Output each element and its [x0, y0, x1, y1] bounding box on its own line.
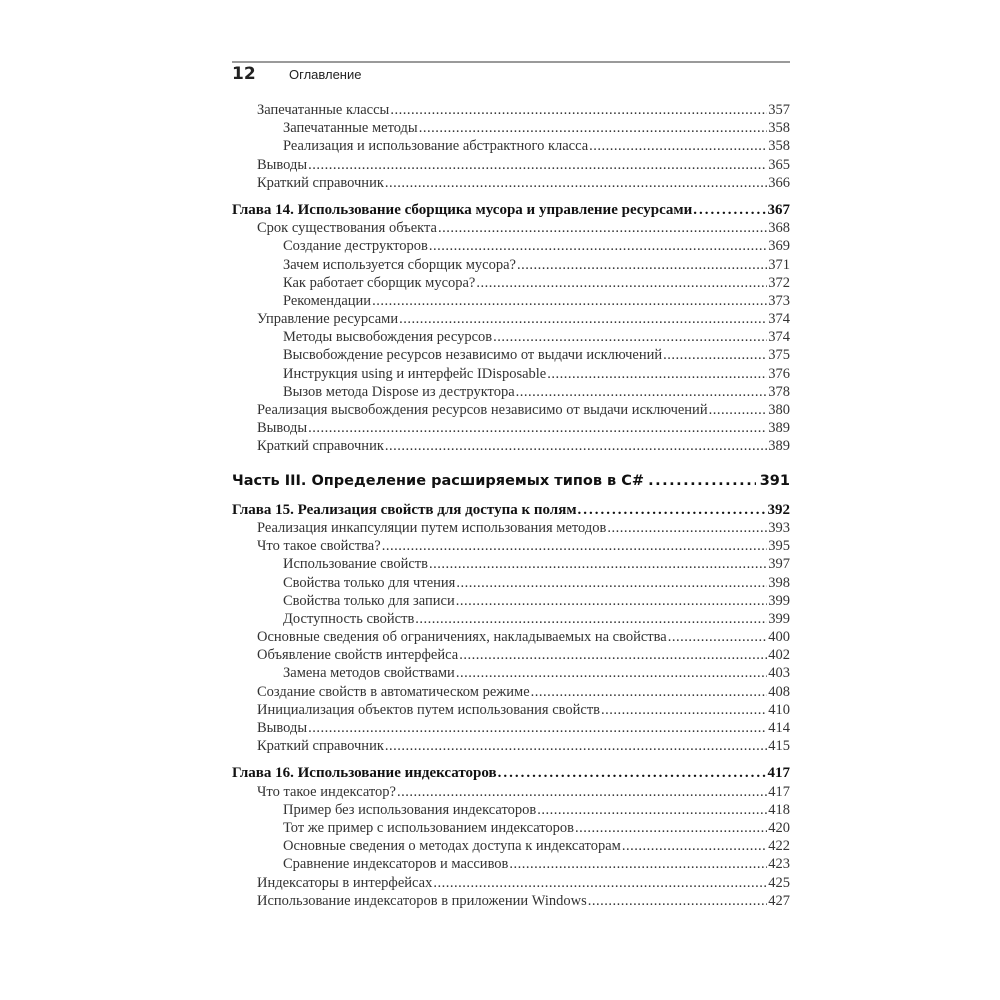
entry-title: Сравнение индексаторов и массивов	[283, 856, 509, 873]
toc-entry	[232, 893, 790, 911]
toc-entry	[232, 665, 790, 683]
entry-page: 425	[768, 874, 790, 891]
entry-title: Создание деструкторов	[283, 238, 428, 255]
entry-page: 374	[768, 311, 790, 328]
entry-page: 417	[768, 783, 790, 800]
toc-entry	[232, 329, 790, 347]
entry-page: 358	[768, 120, 790, 137]
entry-title: Основные сведения о методах доступа к индексаторам	[283, 838, 621, 855]
dot-leader	[668, 629, 768, 646]
entry-title: Запечатанные классы	[257, 102, 390, 118]
entry-title: Тот же пример с использованием индексаторов	[283, 819, 575, 836]
entry-title: Часть III. Определение расширяемых типов в C#	[232, 472, 645, 489]
toc-entry	[232, 838, 790, 856]
entry-page: 423	[768, 856, 790, 873]
dot-leader	[693, 202, 766, 219]
header-rule	[232, 61, 790, 63]
dot-leader	[459, 647, 767, 664]
entry-page: 374	[768, 329, 790, 346]
entry-title: Краткий справочник	[257, 438, 384, 455]
toc-chapter	[232, 502, 790, 520]
toc-entry	[232, 347, 790, 365]
dot-leader	[589, 138, 767, 155]
entry-title: Реализация инкапсуляции путем использования методов	[257, 519, 607, 536]
toc-entry	[232, 438, 790, 456]
dot-leader	[308, 720, 767, 737]
entry-page: 380	[768, 402, 790, 418]
entry-title: Свойства только для записи	[283, 592, 455, 609]
entry-page: 373	[768, 292, 790, 309]
entry-title: Инструкция using и интерфейс IDisposable	[283, 365, 547, 382]
dot-leader	[493, 329, 767, 346]
entry-page: 427	[768, 892, 790, 909]
entry-title: Объявление свойств интерфейса	[257, 647, 459, 664]
dot-leader	[429, 556, 767, 573]
entry-title: Доступность свойств	[283, 610, 415, 627]
entry-title: Выводы	[257, 720, 308, 736]
entry-title: Управление ресурсами	[257, 311, 399, 328]
entry-page: 414	[768, 720, 790, 736]
entry-page: 408	[768, 683, 790, 700]
toc-entry	[232, 175, 790, 193]
entry-title: Рекомендации	[283, 292, 372, 309]
entry-page: 403	[768, 665, 790, 682]
dot-leader	[385, 738, 767, 755]
toc-entry	[232, 311, 790, 329]
entry-page: 393	[768, 519, 790, 536]
entry-page: 368	[768, 220, 790, 237]
dot-leader	[419, 120, 768, 137]
dot-leader	[308, 157, 767, 174]
entry-page: 402	[768, 647, 790, 664]
entry-title: Глава 14. Использование сборщика мусора и управление ресурсами	[232, 201, 693, 218]
toc-entry	[232, 238, 790, 256]
dot-leader	[476, 275, 767, 292]
dot-leader	[456, 593, 768, 610]
dot-leader	[415, 611, 767, 628]
dot-leader	[397, 784, 767, 801]
entry-title: Использование индексаторов в приложении Windows	[257, 892, 587, 909]
entry-title: Что такое индексатор?	[257, 783, 396, 800]
entry-page: 415	[768, 738, 790, 755]
entry-title: Замена методов свойствами	[283, 665, 455, 682]
entry-title: Методы высвобождения ресурсов	[283, 329, 493, 346]
entry-title: Индексаторы в интерфейсах	[257, 874, 433, 891]
running-title: Оглавление	[289, 67, 362, 82]
toc-entry	[232, 575, 790, 593]
entry-title: Высвобождение ресурсов независимо от выдачи исключений	[283, 347, 663, 364]
toc-entry	[232, 875, 790, 893]
entry-title: Что такое свойства?	[257, 538, 381, 555]
dot-leader	[456, 665, 767, 682]
dot-leader	[382, 538, 768, 555]
toc-entry	[232, 593, 790, 611]
entry-page: 375	[768, 347, 790, 364]
entry-page: 391	[759, 472, 790, 489]
entry-page: 399	[768, 592, 790, 609]
entry-title: Реализация высвобождения ресурсов независимо от выдачи исключений	[257, 402, 708, 418]
dot-leader	[547, 366, 767, 383]
entry-page: 358	[768, 138, 790, 155]
dot-leader	[663, 347, 767, 364]
dot-leader	[516, 384, 768, 401]
entry-title: Реализация и использование абстрактного класса	[283, 138, 589, 155]
entry-page: 397	[768, 556, 790, 573]
entry-title: Краткий справочник	[257, 738, 384, 755]
entry-page: 369	[768, 238, 790, 255]
dot-leader	[578, 502, 767, 519]
dot-leader	[607, 520, 767, 537]
entry-title: Краткий справочник	[257, 174, 384, 191]
toc-entry	[232, 257, 790, 275]
entry-title: Выводы	[257, 420, 308, 437]
entry-page: 422	[768, 838, 790, 855]
toc-entry	[232, 611, 790, 629]
table-of-contents	[232, 102, 790, 911]
entry-page: 410	[768, 701, 790, 718]
toc-entry	[232, 802, 790, 820]
dot-leader	[575, 820, 767, 837]
toc-entry	[232, 384, 790, 402]
toc-entry	[232, 856, 790, 874]
dot-leader	[372, 293, 767, 310]
toc-chapter	[232, 765, 790, 783]
entry-page: 376	[768, 365, 790, 382]
entry-page: 372	[768, 274, 790, 291]
dot-leader	[622, 838, 767, 855]
toc-entry	[232, 420, 790, 438]
toc-entry	[232, 738, 790, 756]
toc-entry	[232, 520, 790, 538]
dot-leader	[709, 402, 768, 419]
entry-page: 389	[768, 438, 790, 455]
toc-entry	[232, 366, 790, 384]
toc-entry	[232, 120, 790, 138]
dot-leader	[537, 802, 767, 819]
entry-title: Как работает сборщик мусора?	[283, 274, 476, 291]
dot-leader	[648, 473, 756, 489]
entry-title: Вызов метода Dispose из деструктора	[283, 383, 515, 400]
entry-title: Основные сведения об ограничениях, накладываемых на свойства	[257, 629, 667, 646]
dot-leader	[531, 684, 768, 701]
dot-leader	[433, 875, 767, 892]
entry-page: 367	[767, 201, 790, 218]
entry-page: 378	[768, 383, 790, 400]
entry-title: Использование свойств	[283, 556, 428, 573]
entry-title: Глава 15. Реализация свойств для доступа к полям	[232, 501, 577, 518]
toc-entry	[232, 784, 790, 802]
entry-page: 400	[768, 629, 790, 646]
toc-entry	[232, 402, 790, 420]
entry-page: 357	[768, 102, 790, 118]
toc-entry	[232, 102, 790, 120]
toc-entry	[232, 538, 790, 556]
dot-leader	[517, 257, 767, 274]
toc-chapter	[232, 202, 790, 220]
entry-page: 420	[768, 819, 790, 836]
entry-page: 371	[768, 256, 790, 273]
dot-leader	[509, 856, 767, 873]
toc-entry	[232, 720, 790, 738]
toc-entry	[232, 275, 790, 293]
entry-title: Запечатанные методы	[283, 120, 418, 137]
entry-page: 365	[768, 156, 790, 173]
entry-title: Зачем используется сборщик мусора?	[283, 256, 516, 273]
entry-page: 395	[768, 538, 790, 555]
toc-entry	[232, 220, 790, 238]
entry-title: Глава 16. Использование индексаторов	[232, 765, 497, 782]
dot-leader	[390, 102, 767, 119]
entry-page: 399	[768, 610, 790, 627]
entry-page: 389	[768, 420, 790, 437]
dot-leader	[385, 175, 767, 192]
toc-entry	[232, 820, 790, 838]
entry-title: Выводы	[257, 156, 308, 173]
dot-leader	[588, 893, 768, 910]
entry-page: 418	[768, 801, 790, 818]
entry-title: Создание свойств в автоматическом режиме	[257, 683, 530, 700]
dot-leader	[308, 420, 767, 437]
dot-leader	[456, 575, 767, 592]
dot-leader	[399, 311, 767, 328]
toc-entry	[232, 157, 790, 175]
toc-entry	[232, 647, 790, 665]
toc-entry	[232, 293, 790, 311]
entry-title: Инициализация объектов путем использования свойств	[257, 701, 601, 718]
entry-page: 392	[767, 501, 790, 518]
toc-entry	[232, 629, 790, 647]
toc-entry	[232, 138, 790, 156]
toc-entry	[232, 684, 790, 702]
entry-title: Пример без использования индексаторов	[283, 801, 537, 818]
entry-page: 366	[768, 174, 790, 191]
dot-leader	[601, 702, 767, 719]
toc-part	[232, 473, 790, 491]
page-number: 12	[232, 64, 256, 84]
toc-entry	[232, 556, 790, 574]
entry-page: 417	[767, 765, 790, 782]
dot-leader	[438, 220, 767, 237]
entry-title: Срок существования объекта	[257, 220, 437, 237]
dot-leader	[498, 765, 767, 782]
dot-leader	[385, 438, 767, 455]
dot-leader	[429, 238, 767, 255]
entry-title: Свойства только для чтения	[283, 574, 456, 591]
toc-entry	[232, 702, 790, 720]
entry-page: 398	[768, 574, 790, 591]
